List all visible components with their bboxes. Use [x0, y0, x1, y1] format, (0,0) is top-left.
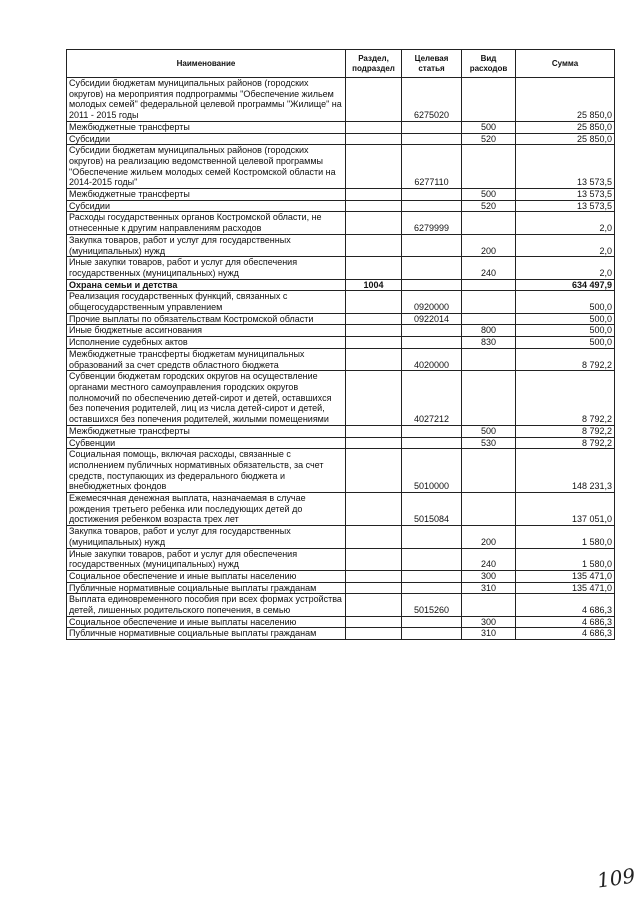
cell-kind: 500 — [462, 425, 516, 437]
cell-section — [346, 348, 402, 370]
cell-sum: 8 792,2 — [516, 437, 615, 449]
cell-name: Иные закупки товаров, работ и услуг для обеспечения государственных (муниципальных) нужд — [67, 257, 346, 279]
cell-sum: 25 850,0 — [516, 78, 615, 122]
header-section: Раздел, подраздел — [346, 50, 402, 78]
header-sum: Сумма — [516, 50, 615, 78]
table-row — [67, 371, 615, 426]
table-body — [67, 78, 615, 640]
table-row — [67, 337, 615, 349]
cell-sum: 13 573,5 — [516, 189, 615, 201]
cell-kind: 240 — [462, 257, 516, 279]
cell-kind: 200 — [462, 526, 516, 548]
cell-section — [346, 526, 402, 548]
table-row — [67, 133, 615, 145]
table-row — [67, 325, 615, 337]
cell-kind — [462, 291, 516, 313]
table-row — [67, 212, 615, 234]
cell-sum: 135 471,0 — [516, 570, 615, 582]
cell-kind: 530 — [462, 437, 516, 449]
cell-name: Межбюджетные трансферты — [67, 425, 346, 437]
cell-sum: 2,0 — [516, 212, 615, 234]
cell-target — [402, 279, 462, 291]
cell-name: Субсидии бюджетам муниципальных районов (городских округов) на реализацию ведомственной целевой программы "Обеспечение жильем молодых семей Костромской области на 2014-2015 годы" — [67, 145, 346, 189]
table-header-row — [67, 50, 615, 78]
cell-section — [346, 78, 402, 122]
cell-name: Иные бюджетные ассигнования — [67, 325, 346, 337]
cell-name: Закупка товаров, работ и услуг для государственных (муниципальных) нужд — [67, 234, 346, 256]
cell-name: Расходы государственных органов Костромской области, не отнесенные к другим направлениям расходов — [67, 212, 346, 234]
cell-target: 5015260 — [402, 594, 462, 616]
cell-target — [402, 548, 462, 570]
cell-sum: 1 580,0 — [516, 548, 615, 570]
budget-table — [66, 49, 615, 640]
cell-target — [402, 133, 462, 145]
cell-kind: 200 — [462, 234, 516, 256]
cell-section — [346, 189, 402, 201]
cell-kind: 240 — [462, 548, 516, 570]
table-row — [67, 189, 615, 201]
table-row — [67, 257, 615, 279]
cell-section — [346, 313, 402, 325]
cell-section — [346, 493, 402, 526]
table-row — [67, 348, 615, 370]
cell-sum: 148 231,3 — [516, 449, 615, 493]
cell-name: Межбюджетные трансферты — [67, 121, 346, 133]
cell-target — [402, 121, 462, 133]
table-row — [67, 145, 615, 189]
table-row — [67, 449, 615, 493]
cell-sum: 137 051,0 — [516, 493, 615, 526]
cell-name: Субвенции — [67, 437, 346, 449]
cell-sum: 13 573,5 — [516, 200, 615, 212]
cell-section — [346, 145, 402, 189]
cell-name: Закупка товаров, работ и услуг для государственных (муниципальных) нужд — [67, 526, 346, 548]
table-row — [67, 313, 615, 325]
table-row — [67, 582, 615, 594]
cell-sum: 500,0 — [516, 313, 615, 325]
cell-target — [402, 582, 462, 594]
header-name: Наименование — [67, 50, 346, 78]
cell-kind — [462, 594, 516, 616]
cell-target: 6277110 — [402, 145, 462, 189]
cell-kind: 830 — [462, 337, 516, 349]
cell-sum: 1 580,0 — [516, 526, 615, 548]
cell-target — [402, 234, 462, 256]
cell-section — [346, 437, 402, 449]
cell-name: Межбюджетные трансферты — [67, 189, 346, 201]
table-row — [67, 493, 615, 526]
cell-target — [402, 425, 462, 437]
cell-sum: 8 792,2 — [516, 425, 615, 437]
cell-target — [402, 200, 462, 212]
cell-sum: 500,0 — [516, 325, 615, 337]
cell-section — [346, 325, 402, 337]
cell-name: Социальная помощь, включая расходы, связанные с исполнением публичных нормативных обязательств, за счет средств, поступающих из федерального бюджета и внебюджетных фондов — [67, 449, 346, 493]
cell-section — [346, 200, 402, 212]
cell-name: Субвенции бюджетам городских округов на осуществление органами местного самоуправления городских округов полномочий по обеспечению детей-сирот и детей, оставшихся без попечения родителей, лиц из числа детей-сирот и детей, оставшихся без попечения родителей, жилыми помещениями — [67, 371, 346, 426]
cell-sum: 4 686,3 — [516, 594, 615, 616]
cell-target — [402, 257, 462, 279]
cell-name: Субсидии бюджетам муниципальных районов (городских округов) на мероприятия подпрограммы "Обеспечение жильем молодых семей" федеральной целевой программы "Жилище" на 2011 - 2015 годы — [67, 78, 346, 122]
cell-section — [346, 616, 402, 628]
cell-target — [402, 337, 462, 349]
table-row — [67, 570, 615, 582]
table-row — [67, 526, 615, 548]
cell-kind: 300 — [462, 570, 516, 582]
cell-section — [346, 628, 402, 640]
table-row — [67, 548, 615, 570]
cell-sum: 500,0 — [516, 291, 615, 313]
cell-section: 1004 — [346, 279, 402, 291]
cell-kind — [462, 348, 516, 370]
cell-sum: 2,0 — [516, 257, 615, 279]
cell-section — [346, 337, 402, 349]
cell-kind — [462, 493, 516, 526]
cell-section — [346, 291, 402, 313]
cell-section — [346, 133, 402, 145]
cell-name: Публичные нормативные социальные выплаты гражданам — [67, 628, 346, 640]
table-row — [67, 437, 615, 449]
cell-name: Публичные нормативные социальные выплаты гражданам — [67, 582, 346, 594]
cell-sum: 4 686,3 — [516, 628, 615, 640]
cell-kind — [462, 212, 516, 234]
cell-name: Субсидии — [67, 200, 346, 212]
cell-section — [346, 371, 402, 426]
table-row — [67, 78, 615, 122]
cell-name: Субсидии — [67, 133, 346, 145]
table-row — [67, 121, 615, 133]
cell-target: 0922014 — [402, 313, 462, 325]
cell-target: 5010000 — [402, 449, 462, 493]
cell-kind — [462, 449, 516, 493]
cell-target: 4020000 — [402, 348, 462, 370]
page-number: 109 — [595, 863, 637, 893]
cell-sum: 135 471,0 — [516, 582, 615, 594]
cell-kind: 520 — [462, 200, 516, 212]
cell-kind: 300 — [462, 616, 516, 628]
cell-target: 4027212 — [402, 371, 462, 426]
cell-kind — [462, 313, 516, 325]
cell-section — [346, 425, 402, 437]
cell-name: Прочие выплаты по обязательствам Костромской области — [67, 313, 346, 325]
cell-target: 5015084 — [402, 493, 462, 526]
cell-target — [402, 325, 462, 337]
cell-name: Реализация государственных функций, связанных с общегосударственным управлением — [67, 291, 346, 313]
cell-target — [402, 628, 462, 640]
cell-name: Охрана семьи и детства — [67, 279, 346, 291]
cell-sum: 25 850,0 — [516, 133, 615, 145]
cell-target: 6279999 — [402, 212, 462, 234]
cell-kind: 800 — [462, 325, 516, 337]
cell-target: 0920000 — [402, 291, 462, 313]
table-row — [67, 200, 615, 212]
cell-name: Межбюджетные трансферты бюджетам муниципальных образований за счет средств областного бюджета — [67, 348, 346, 370]
cell-kind — [462, 78, 516, 122]
table-row — [67, 279, 615, 291]
table-row — [67, 234, 615, 256]
cell-name: Социальное обеспечение и иные выплаты населению — [67, 616, 346, 628]
cell-sum: 25 850,0 — [516, 121, 615, 133]
cell-kind: 520 — [462, 133, 516, 145]
cell-section — [346, 257, 402, 279]
cell-section — [346, 212, 402, 234]
cell-name: Социальное обеспечение и иные выплаты населению — [67, 570, 346, 582]
cell-target — [402, 437, 462, 449]
cell-section — [346, 594, 402, 616]
cell-name: Исполнение судебных актов — [67, 337, 346, 349]
cell-target: 6275020 — [402, 78, 462, 122]
cell-sum: 8 792,2 — [516, 348, 615, 370]
cell-sum: 634 497,9 — [516, 279, 615, 291]
table-row — [67, 594, 615, 616]
cell-sum: 13 573,5 — [516, 145, 615, 189]
cell-sum: 500,0 — [516, 337, 615, 349]
table-row — [67, 291, 615, 313]
cell-name: Ежемесячная денежная выплата, назначаемая в случае рождения третьего ребенка или последующих детей до достижения ребенком возраста трех лет — [67, 493, 346, 526]
cell-kind: 500 — [462, 189, 516, 201]
table-row — [67, 616, 615, 628]
cell-kind: 500 — [462, 121, 516, 133]
cell-sum: 8 792,2 — [516, 371, 615, 426]
cell-kind — [462, 371, 516, 426]
cell-name: Выплата единовременного пособия при всех формах устройства детей, лишенных родительского попечения, в семью — [67, 594, 346, 616]
header-kind: Вид расходов — [462, 50, 516, 78]
table-row — [67, 425, 615, 437]
cell-sum: 2,0 — [516, 234, 615, 256]
table-row — [67, 628, 615, 640]
header-target: Целевая статья — [402, 50, 462, 78]
cell-target — [402, 189, 462, 201]
cell-name: Иные закупки товаров, работ и услуг для обеспечения государственных (муниципальных) нужд — [67, 548, 346, 570]
cell-sum: 4 686,3 — [516, 616, 615, 628]
cell-kind — [462, 279, 516, 291]
cell-kind: 310 — [462, 582, 516, 594]
cell-section — [346, 234, 402, 256]
cell-target — [402, 616, 462, 628]
cell-section — [346, 548, 402, 570]
cell-section — [346, 449, 402, 493]
cell-kind — [462, 145, 516, 189]
cell-target — [402, 526, 462, 548]
cell-section — [346, 582, 402, 594]
cell-section — [346, 570, 402, 582]
cell-section — [346, 121, 402, 133]
cell-kind: 310 — [462, 628, 516, 640]
cell-target — [402, 570, 462, 582]
